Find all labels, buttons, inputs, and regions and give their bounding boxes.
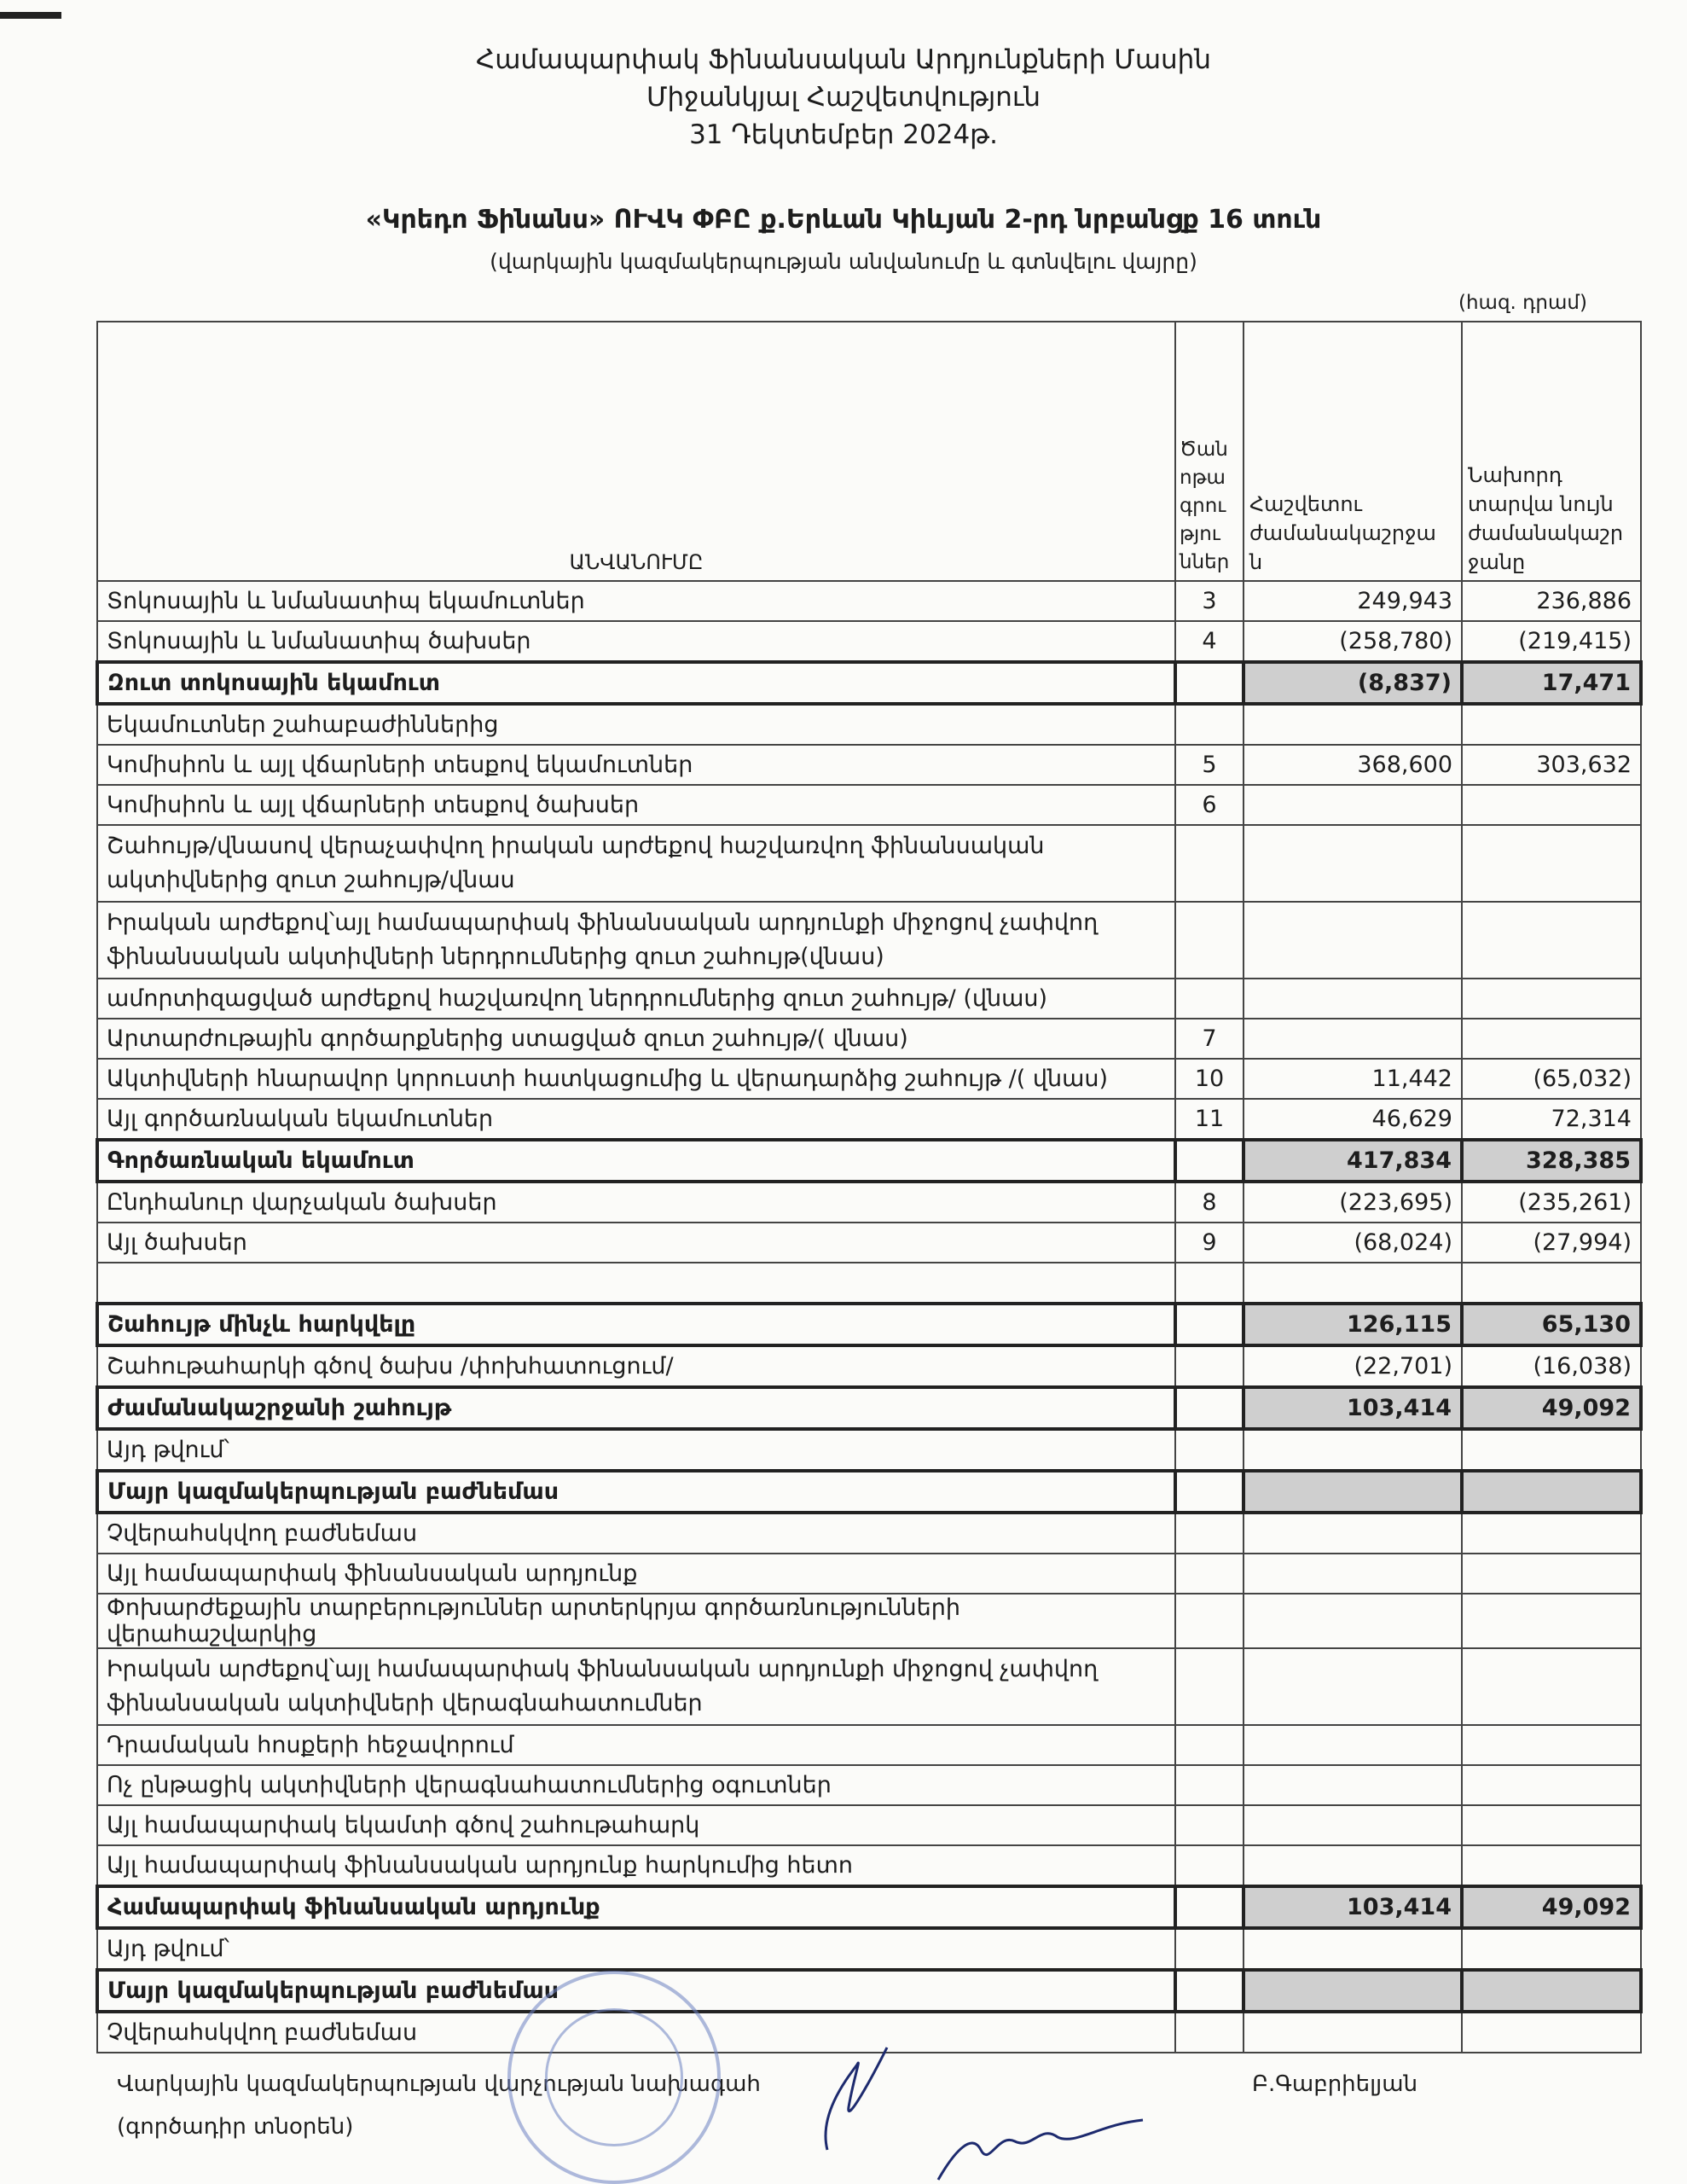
- title-line-2: Միջանկյալ Հաշվետվություն: [646, 82, 1041, 113]
- prior-header-line: ջանը: [1468, 550, 1526, 574]
- table-row: [97, 1223, 1641, 1263]
- row-prior-value: [1462, 785, 1641, 825]
- table-row: [97, 1019, 1641, 1059]
- row-name: Կոմիսիոն և այլ վճարների տեսքով եկամուտներ: [97, 745, 1175, 785]
- row-name: Չվերահսկվող բաժնեմաս: [97, 2012, 1175, 2053]
- row-name: Կոմիսիոն և այլ վճարների տեսքով ծախսեր: [97, 785, 1175, 825]
- row-note: 4: [1175, 621, 1244, 662]
- prior-header-line: Նախորդ: [1468, 463, 1562, 487]
- row-current-value: [1244, 1554, 1462, 1594]
- row-prior-value: (27,994): [1462, 1223, 1641, 1263]
- row-name: Գործառնական եկամուտ: [97, 1140, 1175, 1182]
- table-row: [97, 1648, 1641, 1725]
- row-current-value: 126,115: [1244, 1304, 1462, 1345]
- row-prior-value: [1462, 704, 1641, 745]
- row-prior-value: [1462, 1970, 1641, 2012]
- col-header-notes: [1175, 322, 1244, 581]
- table-row: [97, 979, 1641, 1019]
- row-note: 7: [1175, 1019, 1244, 1059]
- row-name: Այլ գործառնական եկամուտներ: [97, 1099, 1175, 1140]
- row-note: 11: [1175, 1099, 1244, 1140]
- seal-inner-ring: [545, 2008, 683, 2146]
- table-header-row: [97, 322, 1641, 581]
- row-current-value: [1244, 1471, 1462, 1513]
- row-current-value: [1244, 1845, 1462, 1886]
- row-name: Ժամանակաշրջանի շահույթ: [97, 1387, 1175, 1429]
- row-current-value: [1244, 902, 1462, 979]
- row-note: [1175, 1345, 1244, 1387]
- row-name: Իրական արժեքով՝այլ համապարփակ ֆինանսական արդյունքի միջոցով չափվող ֆինանսական ակտիվների ներդրումներից զուտ շահույթ(վնաս): [97, 902, 1175, 979]
- row-name: Այլ համապարփակ ֆինանսական արդյունք հարկումից հետո: [97, 1845, 1175, 1886]
- row-note: 8: [1175, 1182, 1244, 1223]
- table-row: [97, 1886, 1641, 1928]
- row-current-value: [1244, 1970, 1462, 2012]
- row-note: [1175, 902, 1244, 979]
- table-row: [97, 745, 1641, 785]
- row-prior-value: 49,092: [1462, 1886, 1641, 1928]
- table-row: [97, 1471, 1641, 1513]
- row-note: [1175, 1886, 1244, 1928]
- current-header-line: Հաշվետու: [1249, 492, 1362, 516]
- row-prior-value: [1462, 1765, 1641, 1805]
- row-note: [1175, 1513, 1244, 1554]
- row-name: Մայր կազմակերպության բաժնեմաս: [97, 1471, 1175, 1513]
- row-name: Դրամական հոսքերի հեջավորում: [97, 1725, 1175, 1765]
- row-prior-value: [1462, 825, 1641, 902]
- signer-role: (գործադիր տնօրեն): [117, 2114, 354, 2140]
- row-note: 10: [1175, 1059, 1244, 1099]
- row-current-value: [1244, 1725, 1462, 1765]
- note-header-line: ոթա: [1180, 467, 1226, 489]
- col-header-current: [1244, 322, 1462, 581]
- table-row: [97, 1805, 1641, 1845]
- row-current-value: 103,414: [1244, 1387, 1462, 1429]
- row-note: [1175, 1304, 1244, 1345]
- unit-label: (հազ. դրամ): [1458, 292, 1587, 314]
- title-line-1: Համապարփակ Ֆինանսական Արդյունքների Մասին: [476, 44, 1211, 75]
- row-current-value: [1244, 704, 1462, 745]
- table-row: [97, 1725, 1641, 1765]
- table-row: [97, 1429, 1641, 1471]
- row-name: Չվերահսկվող բաժնեմաս: [97, 1513, 1175, 1554]
- row-name: [97, 1263, 1175, 1304]
- row-current-value: [1244, 1594, 1462, 1648]
- col-header-prior: [1462, 322, 1641, 581]
- row-note: [1175, 1387, 1244, 1429]
- prior-header-line: ժամանակաշր: [1468, 521, 1624, 545]
- row-current-value: 11,442: [1244, 1059, 1462, 1099]
- row-prior-value: [1462, 1471, 1641, 1513]
- row-prior-value: 236,886: [1462, 581, 1641, 621]
- row-current-value: 46,629: [1244, 1099, 1462, 1140]
- row-note: 6: [1175, 785, 1244, 825]
- row-current-value: (8,837): [1244, 662, 1462, 704]
- row-note: [1175, 1648, 1244, 1725]
- row-prior-value: (65,032): [1462, 1059, 1641, 1099]
- table-row: [97, 1594, 1641, 1648]
- row-note: [1175, 2012, 1244, 2053]
- row-name: Այդ թվում՝: [97, 1429, 1175, 1471]
- row-prior-value: [1462, 1725, 1641, 1765]
- row-prior-value: (219,415): [1462, 621, 1641, 662]
- row-note: [1175, 979, 1244, 1019]
- row-current-value: [1244, 1513, 1462, 1554]
- row-current-value: 417,834: [1244, 1140, 1462, 1182]
- row-current-value: 249,943: [1244, 581, 1462, 621]
- row-note: [1175, 1429, 1244, 1471]
- row-name: Համապարփակ ֆինանսական արդյունք: [97, 1886, 1175, 1928]
- signature-icon: [930, 2116, 1151, 2184]
- row-name: Իրական արժեքով՝այլ համապարփակ ֆինանսական արդյունքի միջոցով չափվող ֆինանսական ակտիվների վերագնահատումներ: [97, 1648, 1175, 1725]
- row-prior-value: [1462, 1928, 1641, 1970]
- row-note: [1175, 1594, 1244, 1648]
- note-header-line: գրու: [1180, 495, 1226, 517]
- row-name: Եկամուտներ շահաբաժիններից: [97, 704, 1175, 745]
- table-row: [97, 1513, 1641, 1554]
- row-current-value: [1244, 785, 1462, 825]
- row-note: [1175, 1928, 1244, 1970]
- row-prior-value: 303,632: [1462, 745, 1641, 785]
- table-row: [97, 1970, 1641, 2012]
- row-current-value: (223,695): [1244, 1182, 1462, 1223]
- table-row: [97, 662, 1641, 704]
- organization-line: «Կրեդո Ֆինանս» ՈՒՎԿ ՓԲԸ ք.Երևան Կիևյան 2-րդ նրբանցք 16 տուն: [365, 205, 1322, 235]
- prior-header-line: տարվա նույն: [1468, 492, 1614, 516]
- row-prior-value: 17,471: [1462, 662, 1641, 704]
- row-prior-value: [1462, 1648, 1641, 1725]
- seal-stamp-icon: [507, 1971, 721, 2184]
- row-note: [1175, 662, 1244, 704]
- scan-corner-mark: [0, 12, 61, 19]
- row-note: [1175, 1554, 1244, 1594]
- report-title: [0, 41, 1687, 154]
- row-note: 9: [1175, 1223, 1244, 1263]
- row-name: Շահույթ մինչև հարկվելը: [97, 1304, 1175, 1345]
- table-row: [97, 1845, 1641, 1886]
- table-row: [97, 1304, 1641, 1345]
- row-prior-value: [1462, 2012, 1641, 2053]
- row-note: [1175, 704, 1244, 745]
- organization-caption: (վարկային կազմակերպության անվանումը և գտնվելու վայրը): [490, 249, 1197, 274]
- table-row: [97, 785, 1641, 825]
- row-name: Արտարժութային գործարքներից ստացված զուտ շահույթ/( վնաս): [97, 1019, 1175, 1059]
- row-prior-value: [1462, 979, 1641, 1019]
- row-note: 3: [1175, 581, 1244, 621]
- row-prior-value: (235,261): [1462, 1182, 1641, 1223]
- row-name: ամորտիզացված արժեքով հաշվառվող ներդրումներից զուտ շահույթ/ (վնաս): [97, 979, 1175, 1019]
- table-row: [97, 902, 1641, 979]
- row-note: [1175, 1765, 1244, 1805]
- table-row: [97, 825, 1641, 902]
- row-current-value: [1244, 979, 1462, 1019]
- row-note: [1175, 1140, 1244, 1182]
- row-name: Շահութահարկի գծով ծախս /փոխհատուցում/: [97, 1345, 1175, 1387]
- row-name: Մայր կազմակերպության բաժնեմաս: [97, 1970, 1175, 2012]
- row-current-value: [1244, 825, 1462, 902]
- row-current-value: [1244, 1019, 1462, 1059]
- table-row: [97, 1387, 1641, 1429]
- financial-results-table: [96, 321, 1643, 2053]
- row-note: [1175, 1263, 1244, 1304]
- table-row: [97, 1099, 1641, 1140]
- current-header-line: ն: [1249, 550, 1263, 574]
- row-current-value: (68,024): [1244, 1223, 1462, 1263]
- row-name: Տոկոսային և նմանատիպ եկամուտներ: [97, 581, 1175, 621]
- row-current-value: [1244, 1648, 1462, 1725]
- signer-title: Վարկային կազմակերպության վարչության նախագահ: [117, 2071, 761, 2097]
- row-name: Զուտ տոկոսային եկամուտ: [97, 662, 1175, 704]
- signer-name: Բ.Գաբրիելյան: [1252, 2071, 1418, 2097]
- row-name: Ոչ ընթացիկ ակտիվների վերագնահատումներից օգուտներ: [97, 1765, 1175, 1805]
- table-row: [97, 581, 1641, 621]
- row-current-value: [1244, 1805, 1462, 1845]
- row-current-value: 103,414: [1244, 1886, 1462, 1928]
- row-note: [1175, 1805, 1244, 1845]
- row-prior-value: [1462, 1554, 1641, 1594]
- note-header-line: Ծան: [1180, 439, 1228, 461]
- row-name: Փոխարժեքային տարբերություններ արտերկրյա գործառնությունների վերահաշվարկից: [97, 1594, 1175, 1648]
- table-row: [97, 1928, 1641, 1970]
- row-name: Շահույթ/վնասով վերաչափվող իրական արժեքով հաշվառվող ֆինանսական ակտիվներից զուտ շահույթ/վնաս: [97, 825, 1175, 902]
- row-prior-value: 49,092: [1462, 1387, 1641, 1429]
- row-name: Այլ համապարփակ եկամտի գծով շահութահարկ: [97, 1805, 1175, 1845]
- row-name: Այլ ծախսեր: [97, 1223, 1175, 1263]
- row-prior-value: [1462, 1805, 1641, 1845]
- row-prior-value: [1462, 1263, 1641, 1304]
- row-note: [1175, 1725, 1244, 1765]
- row-prior-value: [1462, 1429, 1641, 1471]
- row-prior-value: (16,038): [1462, 1345, 1641, 1387]
- row-current-value: [1244, 2012, 1462, 2053]
- row-name: Ընդհանուր վարչական ծախսեր: [97, 1182, 1175, 1223]
- table-row: [97, 704, 1641, 745]
- row-current-value: 368,600: [1244, 745, 1462, 785]
- table-row: [97, 1345, 1641, 1387]
- row-prior-value: 328,385: [1462, 1140, 1641, 1182]
- table-row: [97, 621, 1641, 662]
- row-note: [1175, 1845, 1244, 1886]
- row-prior-value: [1462, 1594, 1641, 1648]
- table-row: [97, 1263, 1641, 1304]
- row-prior-value: 65,130: [1462, 1304, 1641, 1345]
- row-prior-value: [1462, 1019, 1641, 1059]
- row-name: Այդ թվում՝: [97, 1928, 1175, 1970]
- row-name: Այլ համապարփակ ֆինանսական արդյունք: [97, 1554, 1175, 1594]
- col-header-name: ԱՆՎԱՆՈՒՄԸ: [97, 322, 1175, 581]
- row-current-value: (22,701): [1244, 1345, 1462, 1387]
- row-current-value: [1244, 1429, 1462, 1471]
- row-note: [1175, 825, 1244, 902]
- row-current-value: (258,780): [1244, 621, 1462, 662]
- row-prior-value: [1462, 1845, 1641, 1886]
- table-row: [97, 1554, 1641, 1594]
- table-row: [97, 1765, 1641, 1805]
- note-header-line: ններ: [1180, 551, 1230, 573]
- row-note: 5: [1175, 745, 1244, 785]
- table-row: [97, 1059, 1641, 1099]
- signature-icon: [793, 2030, 904, 2158]
- row-name: Ակտիվների հնարավոր կորուստի հատկացումից և վերադարձից շահույթ /( վնաս): [97, 1059, 1175, 1099]
- table-row: [97, 1182, 1641, 1223]
- row-prior-value: [1462, 1513, 1641, 1554]
- current-header-line: ժամանակաշրջա: [1249, 521, 1436, 545]
- row-prior-value: 72,314: [1462, 1099, 1641, 1140]
- note-header-line: թյու: [1180, 523, 1220, 545]
- row-current-value: [1244, 1928, 1462, 1970]
- table-row: [97, 1140, 1641, 1182]
- row-note: [1175, 1471, 1244, 1513]
- row-current-value: [1244, 1263, 1462, 1304]
- row-note: [1175, 1970, 1244, 2012]
- row-current-value: [1244, 1765, 1462, 1805]
- row-name: Տոկոսային և նմանատիպ ծախսեր: [97, 621, 1175, 662]
- row-prior-value: [1462, 902, 1641, 979]
- title-line-3: 31 Դեկտեմբեր 2024թ.: [689, 119, 998, 150]
